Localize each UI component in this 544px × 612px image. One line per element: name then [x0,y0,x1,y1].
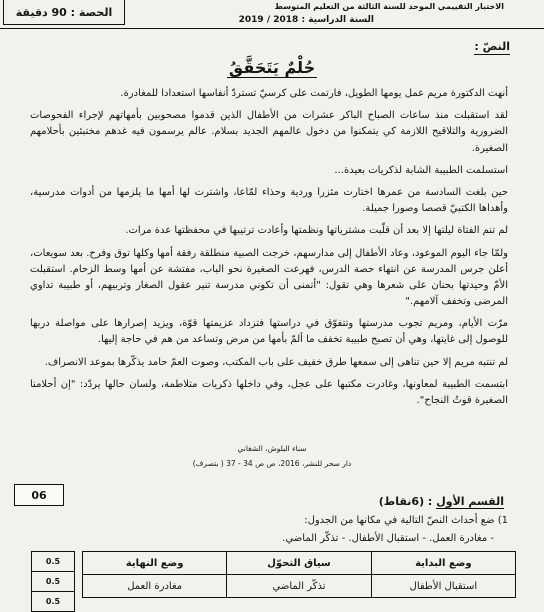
table-cell: استقبال الأطفال [371,575,515,598]
paragraph: لم تنتبه مريم إلا حين تناهى إلى سمعها طرق خفيف على باب المكتب، وصوت العمّ حامد يذكّرها بموعد الانصراف. [44,356,508,368]
mark-cell: 0.5 [32,552,75,572]
text-section-heading: النصّ : [474,40,510,53]
paragraph: ابتسمت الطبيبة لمعاونها، وغادرت مكتبها على عجل، وفي داخلها ذكريات متلاطمة، ولسان حالها يردّد: "إن أحلامنا الصغيرة قوتُ النجاح". [30,378,508,406]
text-title [0,58,544,77]
table-header-cell: سياق التحوّل [227,552,371,575]
source-credit: دار سحر للنشر، 2016، ص ص 34 - 37 ( بتصرف) [192,459,352,468]
part1-points: : (6نقاط) [378,495,433,508]
score-box: 06 [14,484,64,506]
table-header-row [83,552,516,575]
question-1: 1) ضع أحداث النصّ التالية في مكانها من الجدول: [304,515,508,526]
table-header-cell: وضع البداية [371,552,515,575]
duration-box: الحصة : 90 دقيقة [3,0,125,25]
mark-cell: 0.5 [32,572,75,592]
school-year: السنة الدراسية : 2018 / 2019 [238,15,374,25]
table-cell: مغادرة العمل [83,575,227,598]
table-cell: تذكّر الماضي [227,575,371,598]
mark-row [32,552,75,572]
paragraph: مرّت الأيام، ومريم تجوب مدرستها وتتفوّق في دراستها فتزداد عزيمتها قوّة، ويزيد إصرارها على مواصلة دربها للوصول إلى غايتها، وهي أن تصبح طبيبة تخفف ما ألمّ بأمها من مرض وتساعد من هم في حاجة إليها. [30,318,508,346]
paragraph: أنهت الدكتورة مريم عمل يومها الطويل، فارتمت على كرسيّ تستردّ أنفاسها استعدادا للمغادرة. [120,88,508,99]
part1-heading [379,495,504,508]
paragraph: استسلمت الطبيبة الشابة لذكريات بعيدة... [334,164,508,176]
mark-cell: 0.5 [32,592,75,612]
exam-title: الاختبار التقييمي الموحد للسنة الثالثة من التعليم المتوسط [274,2,504,11]
author-credit: سناء البلوش، الشغاني [237,444,307,453]
question-1-events: - مغادرة العمل. - استقبال الأطفال. - تذكّر الماضي. [282,533,494,544]
header-divider [0,28,544,29]
part1-title: القسم الأول [436,495,504,508]
paragraph: حين بلغت السادسة من عمرها اختارت مئزرا وردية وحذاء لمّاعا، واشترت لها أمها ما يلزمها من أدوات مدرسية، وأهداها الكتبيّ قصصا وصورا جميلة. [30,186,508,215]
paragraph: لم تنم الفتاة ليلتها إلا بعد أن قلّبت مشترياتها ونظمتها وأعادت ترتيبها في محفظتها عدة مرات. [125,225,508,237]
paragraph: ولمّا جاء اليوم الموعود، وعاد الأطفال إلى مدارسهم، خرجت الصبية منطلقة رفقة أمها وكلها توق وفرح. بعد سويعات، أعلن جرس المدرسة عن انتهاء حصة الدرس، فهرعت الصغيرة نحو الباب، مفتشة عن أمها وسط الزحام. استقبلت الأمّ وحيدتها بحنان على شعرها وهي تقول: "أتمنى أن تكوني مدرسة تنير عقول الصغار وتربيهم، أو طبيبة تداوي المرضى وتخفف آلامهم." [30,247,508,308]
mark-row [32,572,75,592]
paragraph: لقد استقبلت منذ ساعات الصباح الباكر عشرات من الأطفال الذين قدموا مصحوبين بأمهاتهم لإجراء الفحوصات الضرورية والتلاقيح اللازمة كي يتمكنوا من دخول عالمهم الجديد بسلام. عالم يرسمون فيه غدهم مختبئين بأحلامهم الصغيرة. [30,110,508,154]
events-table [82,551,516,598]
mark-row [32,592,75,612]
table-header-cell: وضع النهاية [83,552,227,575]
text-body [30,86,508,415]
exam-header [0,0,544,30]
marks-column [31,551,75,612]
text-title-label: حُلْمٌ يَتَحَقَّقُ [228,58,316,77]
table-row [83,575,516,598]
